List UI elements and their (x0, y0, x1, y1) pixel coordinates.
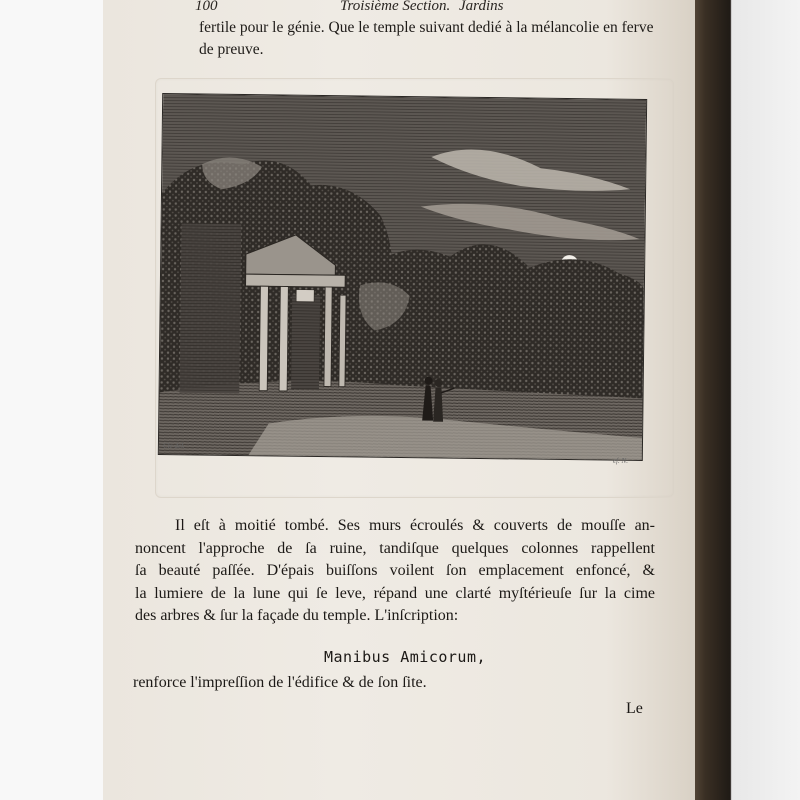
body-line: des arbres & ſur la façade du temple. L'inſcription: (135, 607, 459, 625)
intro-line: fertile pour le génie. Que le temple suivant dedié à la mélancolie en ferve (199, 19, 654, 36)
plate-signature-left: Cle del. (163, 442, 185, 450)
book-spine-edge (684, 0, 800, 800)
subject-title: Jardins (459, 0, 504, 14)
running-head (195, 0, 695, 14)
body-line: Il eſt à moitié tombé. Ses murs écroulés & couverts de mouſſe an- (175, 517, 655, 534)
section-title: Troisième Section. (340, 0, 451, 14)
body-line: ſa beauté paſſée. D'épais buiſſons voilent ſon emplacement enfoncé, & (135, 562, 655, 580)
closing-line: renforce l'impreſſion de l'édifice & de ſon ſite. (133, 674, 427, 691)
intro-paragraph (199, 17, 669, 61)
catchword: Le (626, 700, 643, 717)
plate-signature-right: ef. N. (613, 457, 628, 465)
body-paragraph (135, 515, 655, 628)
body-line: la lumiere de la lune qui ſe leve, répand une clarté myſtérieuſe ſur la cime (135, 584, 655, 602)
engraving-svg (159, 94, 646, 460)
book-page (103, 0, 695, 800)
page-number: 100 (195, 0, 218, 14)
inscription-text: Manibus Amicorum, (323, 648, 487, 666)
intro-line: de preuve. (199, 41, 264, 58)
body-line: noncent l'approche de ſa ruine, tandiſque quelques colonnes rappellent (135, 539, 655, 557)
engraving-illustration (158, 93, 647, 461)
background-left (0, 0, 103, 800)
